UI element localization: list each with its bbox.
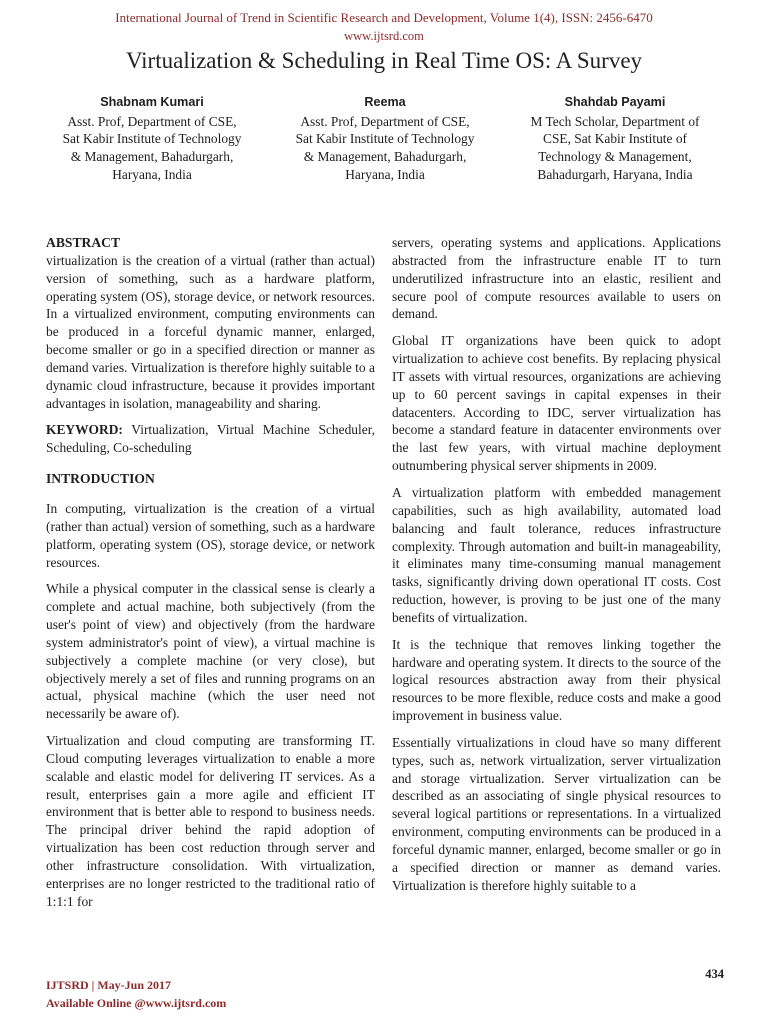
author-affiliation-line: Technology & Management, (538, 149, 692, 165)
intro-paragraph-1: In computing, virtualization is the creation of a virtual (rather than actual) version of something, such as a hardware platform, operating system (OS), storage device, or network resources. (46, 500, 375, 570)
body-paragraph-4: It is the technique that removes linking together the hardware and operating system. It directs to the source of the logical resources abstraction away from their physical resources to be more flexible, reduce costs and make a good improvement in business value. (392, 636, 721, 724)
intro-paragraph-2: While a physical computer in the classical sense is clearly a complete and actual machine, both subjectively (from the user's point of view) and objectively (from the hardware system administrator's point of view), a virtual machine is subjectively a complete machine (or very close), but objectively merely a set of files and running programs on an actual, physical machine (which the user need not necessarily be aware of). (46, 581, 375, 722)
body-paragraph-3: A virtualization platform with embedded management capabilities, such as high availability, automated load balancing and fault tolerance, reduces infrastructure complexity. Through automation and built-in manageability, it eliminates many time-consuming manual management tasks, significantly driving down operational IT costs. Cost reduction, however, is proving to be just one of the many benefits of virtualization. (392, 484, 721, 625)
author-block-2 (282, 94, 488, 184)
author-name: Reema (364, 95, 406, 109)
body-paragraph-2: Global IT organizations have been quick to adopt virtualization to achieve cost benefits. By replacing physical IT assets with virtual resources, organizations are achieving up to 60 percent savings in capital expenses in their datacenters. According to IDC, server virtualization has become a standard feature in datacenter environments over the last few years, with virtual machine deployment outnumbering physical server shipments in 2009. (392, 333, 721, 474)
author-affiliation-line: M Tech Scholar, Department of (530, 113, 700, 129)
left-column (46, 234, 375, 920)
author-affiliation-line: Haryana, India (345, 166, 425, 182)
page-number: 434 (705, 967, 724, 981)
author-affiliation-line: Asst. Prof, Department of CSE, (67, 113, 237, 129)
body-paragraph-1: servers, operating systems and applications. Applications abstracted from the infrastructure enable IT to turn underutilized infrastructure into an elastic, resilient and secure pool of compute resources available to users on demand. (392, 235, 721, 322)
keywords-label: KEYWORD: (46, 422, 123, 438)
journal-header: International Journal of Trend in Scientific Research and Development, Volume 1(4), ISSN: 2456-6470 (115, 10, 653, 25)
footer-issue: IJTSRD | May-Jun 2017 (46, 978, 171, 992)
author-block-1 (46, 94, 258, 184)
author-affiliation-line: Sat Kabir Institute of Technology (295, 131, 475, 147)
author-affiliation-line: Bahadurgarh, Haryana, India (537, 166, 693, 182)
abstract-text: virtualization is the creation of a virtual (rather than actual) version of something, such as a hardware platform, operating system (OS), storage device, or network resources. In a virtualized environment, computing environments can be produced in a forceful dynamic manner, enlarged, become smaller or go in a specified direction or manner as demand varies. Virtualization is therefore highly suitable to a dynamic cloud infrastructure, because it provides important advantages in isolation, manageability and sharing. (46, 252, 375, 411)
body-paragraph-5: Essentially virtualizations in cloud have so many different types, such as, network virtualization, server virtualization and storage virtualization. Server virtualization can be described as an associating of single physical resources to several logical partitions or representations. In a virtualized environment, computing environments can be produced in a forceful dynamic manner, enlarged, become smaller or go in a specified direction or manner as demand varies. Virtualization is therefore highly suitable to a (392, 734, 721, 893)
author-name: Shahdab Payami (564, 95, 666, 109)
right-column (392, 234, 721, 904)
author-affiliation-line: Haryana, India (112, 166, 192, 182)
keywords-paragraph (46, 421, 375, 457)
abstract-heading: ABSTRACT (46, 235, 121, 250)
author-affiliation-line: & Management, Bahadurgarh, (70, 149, 234, 165)
keywords-text: Virtualization, Virtual Machine Scheduler, Scheduling, Co-scheduling (46, 422, 375, 456)
journal-url-link[interactable]: www.ijtsrd.com (344, 29, 424, 43)
author-name: Shabnam Kumari (100, 95, 204, 109)
paper-title: Virtualization & Scheduling in Real Time OS: A Survey (125, 48, 643, 73)
author-affiliation-line: & Management, Bahadurgarh, (303, 149, 467, 165)
author-block-3 (510, 94, 720, 184)
introduction-heading: INTRODUCTION (46, 471, 155, 487)
author-affiliation-line: Sat Kabir Institute of Technology (62, 131, 242, 147)
author-affiliation-line: Asst. Prof, Department of CSE, (300, 113, 470, 129)
intro-paragraph-3: Virtualization and cloud computing are transforming IT. Cloud computing leverages virtualization to enable a more scalable and elastic model for delivering IT services. As a result, enterprises gain a more agile and efficient IT environment that is better able to respond to business needs. The principal driver behind the rapid adoption of virtualization has been cost reduction through server and other infrastructure consolidation. With virtualization, enterprises are no longer restricted to the traditional ratio of 1:1:1 for (46, 733, 375, 909)
footer-online-link[interactable]: Available Online @www.ijtsrd.com (46, 996, 227, 1010)
author-affiliation-line: CSE, Sat Kabir Institute of (543, 131, 687, 147)
